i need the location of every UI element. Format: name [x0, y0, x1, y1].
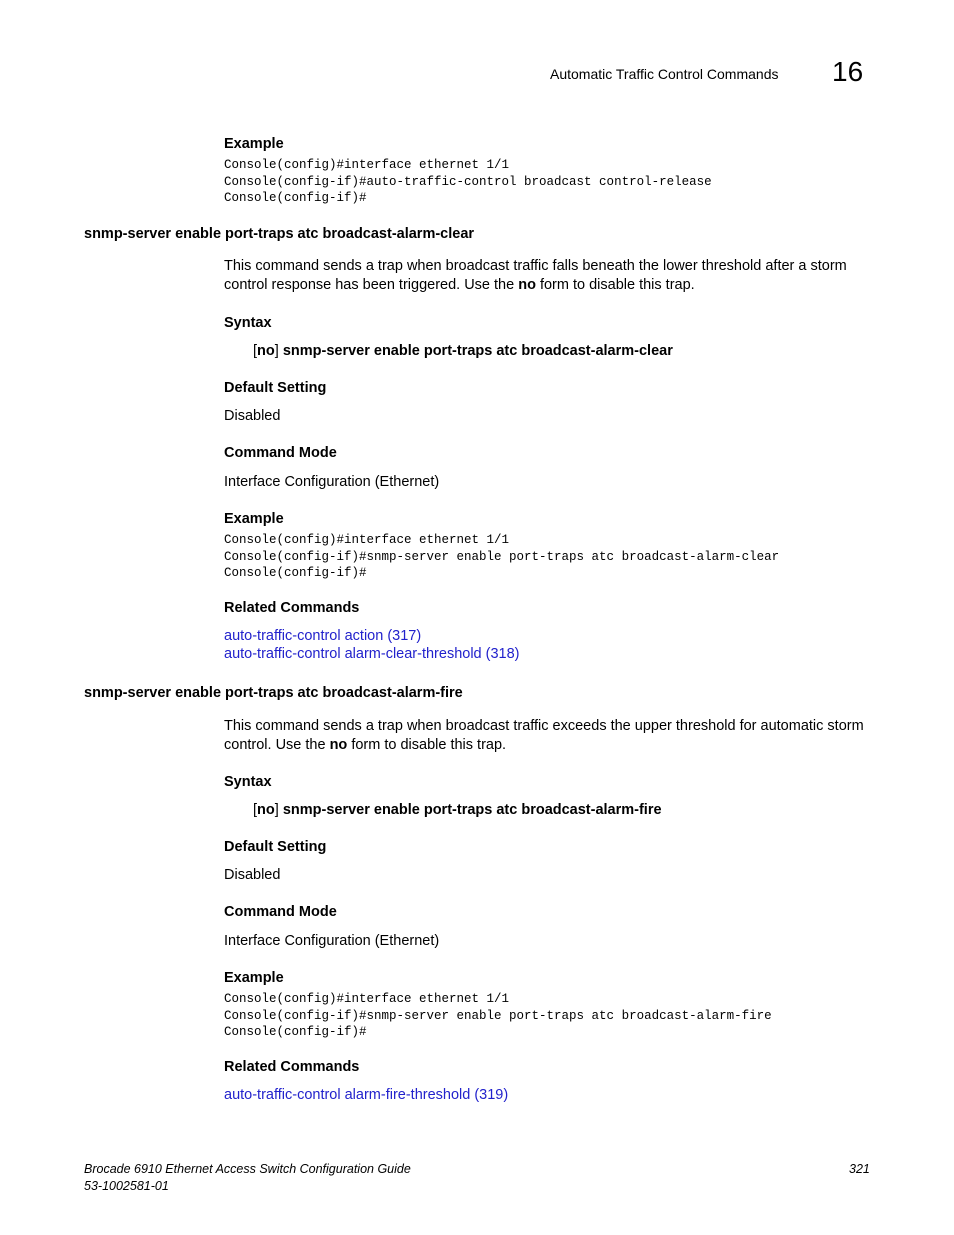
footer-guide-title: Brocade 6910 Ethernet Access Switch Configuration Guide	[84, 1162, 411, 1176]
syntax-heading: Syntax	[224, 774, 272, 790]
related-commands-heading: Related Commands	[224, 1059, 360, 1075]
code-line: Console(config-if)#	[224, 191, 367, 206]
syntax-line: [no] snmp-server enable port-traps atc broadcast-alarm-fire	[253, 802, 662, 818]
default-setting-heading: Default Setting	[224, 839, 327, 855]
related-command-link[interactable]: auto-traffic-control action (317)	[224, 628, 422, 644]
code-line: Console(config-if)#	[224, 1025, 367, 1040]
command-description: This command sends a trap when broadcast traffic falls beneath the lower threshold after a storm control response has been triggered. Use the no form to disable this trap.	[224, 258, 847, 293]
no-keyword: no	[329, 737, 348, 753]
code-line: Console(config)#interface ethernet 1/1	[224, 533, 510, 547]
syntax-line: [no] snmp-server enable port-traps atc broadcast-alarm-clear	[253, 343, 673, 359]
command-mode-value: Interface Configuration (Ethernet)	[224, 474, 440, 490]
no-keyword: no	[257, 343, 275, 359]
example-heading: Example	[224, 136, 284, 152]
example-code-block	[224, 157, 712, 207]
code-line: Console(config-if)#	[224, 566, 367, 581]
no-keyword: no	[257, 802, 275, 818]
default-setting-heading: Default Setting	[224, 380, 327, 396]
default-setting-value: Disabled	[224, 408, 281, 424]
example-code-block	[224, 532, 779, 582]
code-line: Console(config-if)#auto-traffic-control broadcast control-release	[224, 174, 712, 189]
command-description: This command sends a trap when broadcast traffic exceeds the upper threshold for automatic storm control. Use the no form to disable this trap.	[224, 718, 864, 753]
code-line: Console(config-if)#snmp-server enable port-traps atc broadcast-alarm-clear	[224, 549, 780, 564]
related-command-link[interactable]: auto-traffic-control alarm-fire-threshold (319)	[224, 1087, 509, 1103]
footer-doc-number: 53-1002581-01	[84, 1179, 169, 1193]
example-heading: Example	[224, 970, 284, 986]
command-heading: snmp-server enable port-traps atc broadcast-alarm-clear	[84, 226, 475, 242]
example-heading: Example	[224, 511, 284, 527]
example-code-block	[224, 991, 772, 1041]
syntax-command: snmp-server enable port-traps atc broadcast-alarm-clear	[282, 343, 673, 359]
command-heading: snmp-server enable port-traps atc broadcast-alarm-fire	[84, 685, 463, 701]
command-mode-heading: Command Mode	[224, 445, 337, 461]
code-line: Console(config-if)#snmp-server enable port-traps atc broadcast-alarm-fire	[224, 1008, 772, 1023]
default-setting-value: Disabled	[224, 867, 281, 883]
running-header-title: Automatic Traffic Control Commands	[550, 66, 779, 82]
code-line: Console(config)#interface ethernet 1/1	[224, 992, 510, 1006]
chapter-number: 16	[832, 56, 864, 87]
syntax-command: snmp-server enable port-traps atc broadcast-alarm-fire	[282, 802, 662, 818]
command-mode-heading: Command Mode	[224, 904, 337, 920]
no-keyword: no	[518, 277, 536, 293]
command-mode-value: Interface Configuration (Ethernet)	[224, 933, 440, 949]
related-command-link[interactable]: auto-traffic-control alarm-clear-threshold (318)	[224, 646, 520, 662]
related-commands-heading: Related Commands	[224, 600, 360, 616]
footer-page-number: 321	[849, 1162, 870, 1176]
code-line: Console(config)#interface ethernet 1/1	[224, 158, 510, 172]
syntax-heading: Syntax	[224, 315, 272, 331]
